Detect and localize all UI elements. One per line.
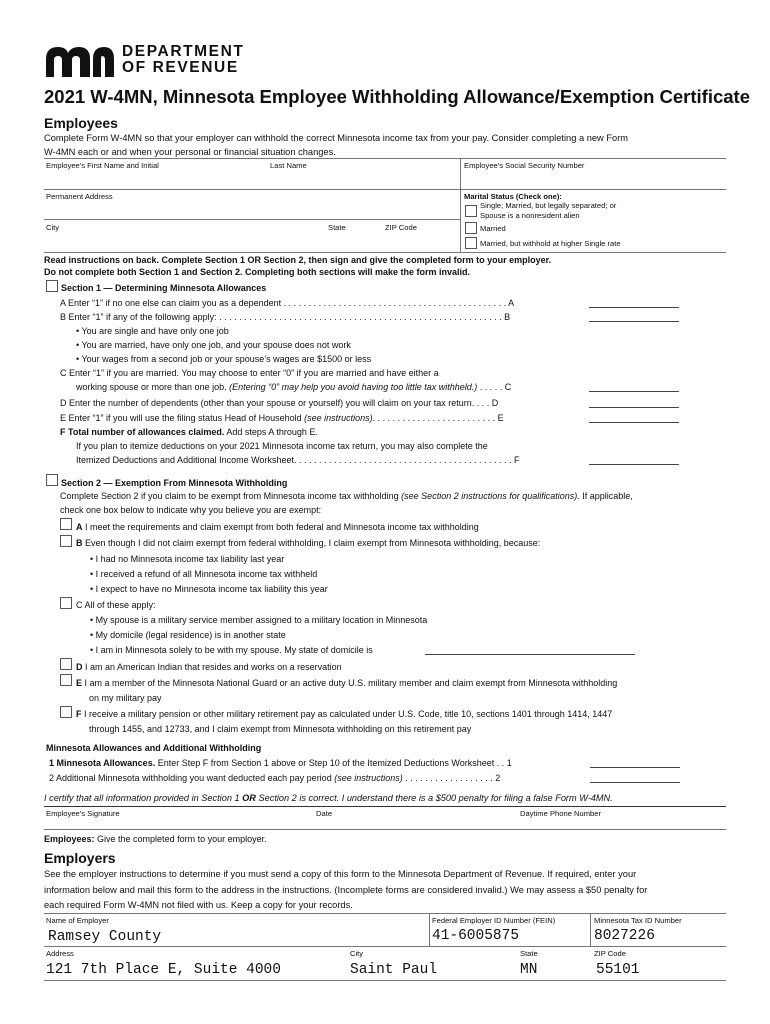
section1-line-f-1: F Total number of allowances claimed. Add steps A through E. (60, 427, 318, 437)
section2-c-text: C All of these apply: (76, 600, 156, 610)
signature-label: Employee's Signature (46, 809, 120, 818)
section1-title: Section 1 — Determining Minnesota Allowances (61, 283, 267, 293)
fein-value[interactable]: 41-6005875 (432, 928, 520, 944)
employer-address-label: Address (46, 949, 74, 958)
mn-tax-id-label: Minnesota Tax ID Number (594, 916, 682, 925)
marital-single-label-2: Spouse is a nonresident alien (480, 211, 580, 220)
section1-line-b: B Enter “1” if any of the following apply: . . . . . . . . . . . . . . . . . . . . . . . . . . . . . . . . . . . . . . . . . . . . . . . . . . . . . . . . . B (60, 312, 511, 322)
employers-heading: Employers (44, 850, 116, 866)
mn-logo-icon (44, 45, 114, 77)
section1-line-f-3: Itemized Deductions and Additional Income Worksheet. . . . . . . . . . . . . . . . . . . . . . . . . . . . . . . . . . . . . . . . . . . . F (76, 455, 520, 465)
section2-c-checkbox[interactable] (60, 597, 72, 609)
section1-checkbox[interactable] (46, 280, 58, 292)
section2-e-text-2: on my military pay (89, 693, 162, 703)
employees-heading: Employees (44, 115, 118, 131)
employers-paragraph-2: information below and mail this form to the address in the instructions. (Incomplete forms are considered invalid.) We may assess a $50 penalty for (44, 885, 648, 895)
line-c-field[interactable] (589, 391, 679, 392)
employer-name-label: Name of Employer (46, 916, 109, 925)
section2-b-text: B Even though I did not claim exempt from federal withholding, I claim exempt from Minnesota withholding, because: (76, 538, 541, 548)
phone-label: Daytime Phone Number (520, 809, 602, 818)
section2-f-text-2: through 1455, and 12733, and I claim exempt from Minnesota withholding on this retirement pay (89, 724, 472, 734)
employer-zip-label: ZIP Code (594, 949, 626, 958)
section2-a-checkbox[interactable] (60, 518, 72, 530)
city-label: City (46, 223, 60, 232)
employer-state-value[interactable]: MN (520, 962, 538, 978)
allowances-line-1: 1 Minnesota Allowances. Enter Step F from Section 1 above or Step 10 of the Itemized Deductions Worksheet . . 1 (49, 758, 512, 768)
last-name-label: Last Name (270, 161, 307, 170)
marital-married-single-rate-checkbox[interactable] (465, 237, 477, 249)
allowances-title: Minnesota Allowances and Additional Withholding (46, 743, 262, 753)
section2-e-checkbox[interactable] (60, 674, 72, 686)
department-logo-text: DEPARTMENT OF REVENUE (122, 43, 245, 76)
section1-b-bullet-2: • You are married, have only one job, and your spouse does not work (76, 340, 351, 350)
employer-city-value[interactable]: Saint Paul (350, 962, 438, 978)
section2-b-bullet-2: • I received a refund of all Minnesota income tax withheld (90, 569, 318, 579)
employees-intro-2: W-4MN each or and when your personal or financial situation changes. (44, 147, 336, 157)
section2-b-bullet-3: • I expect to have no Minnesota income tax liability this year (90, 584, 328, 594)
employer-address-value[interactable]: 121 7th Place E, Suite 4000 (46, 962, 281, 978)
line-a-field[interactable] (589, 307, 679, 308)
employer-city-label: City (350, 949, 364, 958)
section1-line-c-2: working spouse or more than one job. (Entering “0” may help you avoid having too little tax withheld.) . . . . . C (76, 382, 512, 392)
fein-label: Federal Employer ID Number (FEIN) (432, 916, 556, 925)
employees-intro-1: Complete Form W-4MN so that your employer can withhold the correct Minnesota income tax from your pay. Consider completing a new Form (44, 133, 629, 143)
section1-line-a: A Enter “1” if no one else can claim you as a dependent . . . . . . . . . . . . . . . . . . . . . . . . . . . . . . . . . . . . . . . . . . . . . A (60, 298, 515, 308)
section1-b-bullet-3: • Your wages from a second job or your spouse’s wages are $1500 or less (76, 354, 372, 364)
marital-single-label-1: Single; Married, but legally separated; or (480, 201, 617, 210)
section2-b-bullet-1: • I had no Minnesota income tax liability last year (90, 554, 285, 564)
section1-line-c-1: C Enter “1” if you are married. You may choose to enter “0” if you are married and have either a (60, 368, 439, 378)
employers-paragraph-3: each required Form W-4MN not filed with us. Keep a copy for your records. (44, 900, 353, 910)
marital-married-label: Married (480, 224, 506, 233)
section2-c-bullet-3: • I am in Minnesota solely to be with my spouse. My state of domicile is (90, 645, 373, 655)
line-d-field[interactable] (589, 407, 679, 408)
form-title: 2021 W-4MN, Minnesota Employee Withholding Allowance/Exemption Certificate (44, 86, 750, 107)
section1-b-bullet-1: • You are single and have only one job (76, 326, 229, 336)
section2-title: Section 2 — Exemption From Minnesota Withholding (61, 478, 288, 488)
section1-line-f-2: If you plan to itemize deductions on your 2021 Minnesota income tax return, you may also complete the (76, 441, 488, 451)
section2-a-text: A I meet the requirements and claim exempt from both federal and Minnesota income tax withholding (76, 522, 479, 532)
section2-checkbox[interactable] (46, 474, 58, 486)
zip-label: ZIP Code (385, 223, 417, 232)
state-of-domicile-field[interactable] (425, 654, 635, 655)
section2-e-text-1: E I am a member of the Minnesota National Guard or an active duty U.S. military member and claim exempt from Minnesota withholding (76, 678, 618, 688)
section2-f-checkbox[interactable] (60, 706, 72, 718)
instructions-line-2: Do not complete both Section 1 and Section 2. Completing both sections will make the form invalid. (44, 267, 471, 277)
state-label: State (328, 223, 346, 232)
section2-d-checkbox[interactable] (60, 658, 72, 670)
section2-f-text-1: F I receive a military pension or other military retirement pay as calculated under U.S. Code, title 10, sections 1401 through 1414, 1447 (76, 709, 613, 719)
first-name-label: Employee's First Name and Initial (46, 161, 159, 170)
marital-single-checkbox[interactable] (465, 205, 477, 217)
give-form-note: Employees: Give the completed form to your employer. (44, 834, 267, 844)
employer-name-value[interactable]: Ramsey County (48, 929, 162, 945)
section2-intro-1: Complete Section 2 if you claim to be exempt from Minnesota income tax withholding (see Section 2 instructions for qualifications). If applicable, (60, 491, 633, 501)
section2-d-text: D I am an American Indian that resides and works on a reservation (76, 662, 342, 672)
ssn-label: Employee's Social Security Number (464, 161, 585, 170)
line-b-field[interactable] (589, 321, 679, 322)
instructions-line-1: Read instructions on back. Complete Section 1 OR Section 2, then sign and give the completed form to your employer. (44, 255, 552, 265)
mn-tax-id-value[interactable]: 8027226 (594, 928, 655, 944)
section1-line-e: E Enter “1” if you will use the filing status Head of Household (see instructions). . . . . . . . . . . . . . . . . . . . . . . . . E (60, 413, 504, 423)
section2-b-checkbox[interactable] (60, 535, 72, 547)
line-f-field[interactable] (589, 464, 679, 465)
date-label: Date (316, 809, 333, 818)
allowances-line-1-field[interactable] (590, 767, 680, 768)
employers-paragraph-1: See the employer instructions to determine if you must send a copy of this form to the Minnesota Department of Revenue. If required, enter your (44, 869, 637, 879)
marital-married-single-rate-label: Married, but withhold at higher Single rate (480, 239, 621, 248)
address-label: Permanent Address (46, 192, 113, 201)
section2-c-bullet-2: • My domicile (legal residence) is in another state (90, 630, 286, 640)
section1-line-d: D Enter the number of dependents (other than your spouse or yourself) you will claim on your tax return. . . . D (60, 398, 499, 408)
marital-married-checkbox[interactable] (465, 222, 477, 234)
certification-text: I certify that all information provided in Section 1 OR Section 2 is correct. I understand there is a $500 penalty for filing a false Form W-4MN. (44, 793, 613, 803)
allowances-line-2-field[interactable] (590, 782, 680, 783)
marital-status-label: Marital Status (Check one): (464, 192, 562, 201)
employer-state-label: State (520, 949, 538, 958)
section2-c-bullet-1: • My spouse is a military service member assigned to a military location in Minnesota (90, 615, 428, 625)
employer-zip-value[interactable]: 55101 (596, 962, 640, 978)
allowances-line-2: 2 Additional Minnesota withholding you want deducted each pay period (see instructions) . . . . . . . . . . . . . . . . . . 2 (49, 773, 501, 783)
line-e-field[interactable] (589, 422, 679, 423)
section2-intro-2: check one box below to indicate why you believe you are exempt: (60, 505, 322, 515)
